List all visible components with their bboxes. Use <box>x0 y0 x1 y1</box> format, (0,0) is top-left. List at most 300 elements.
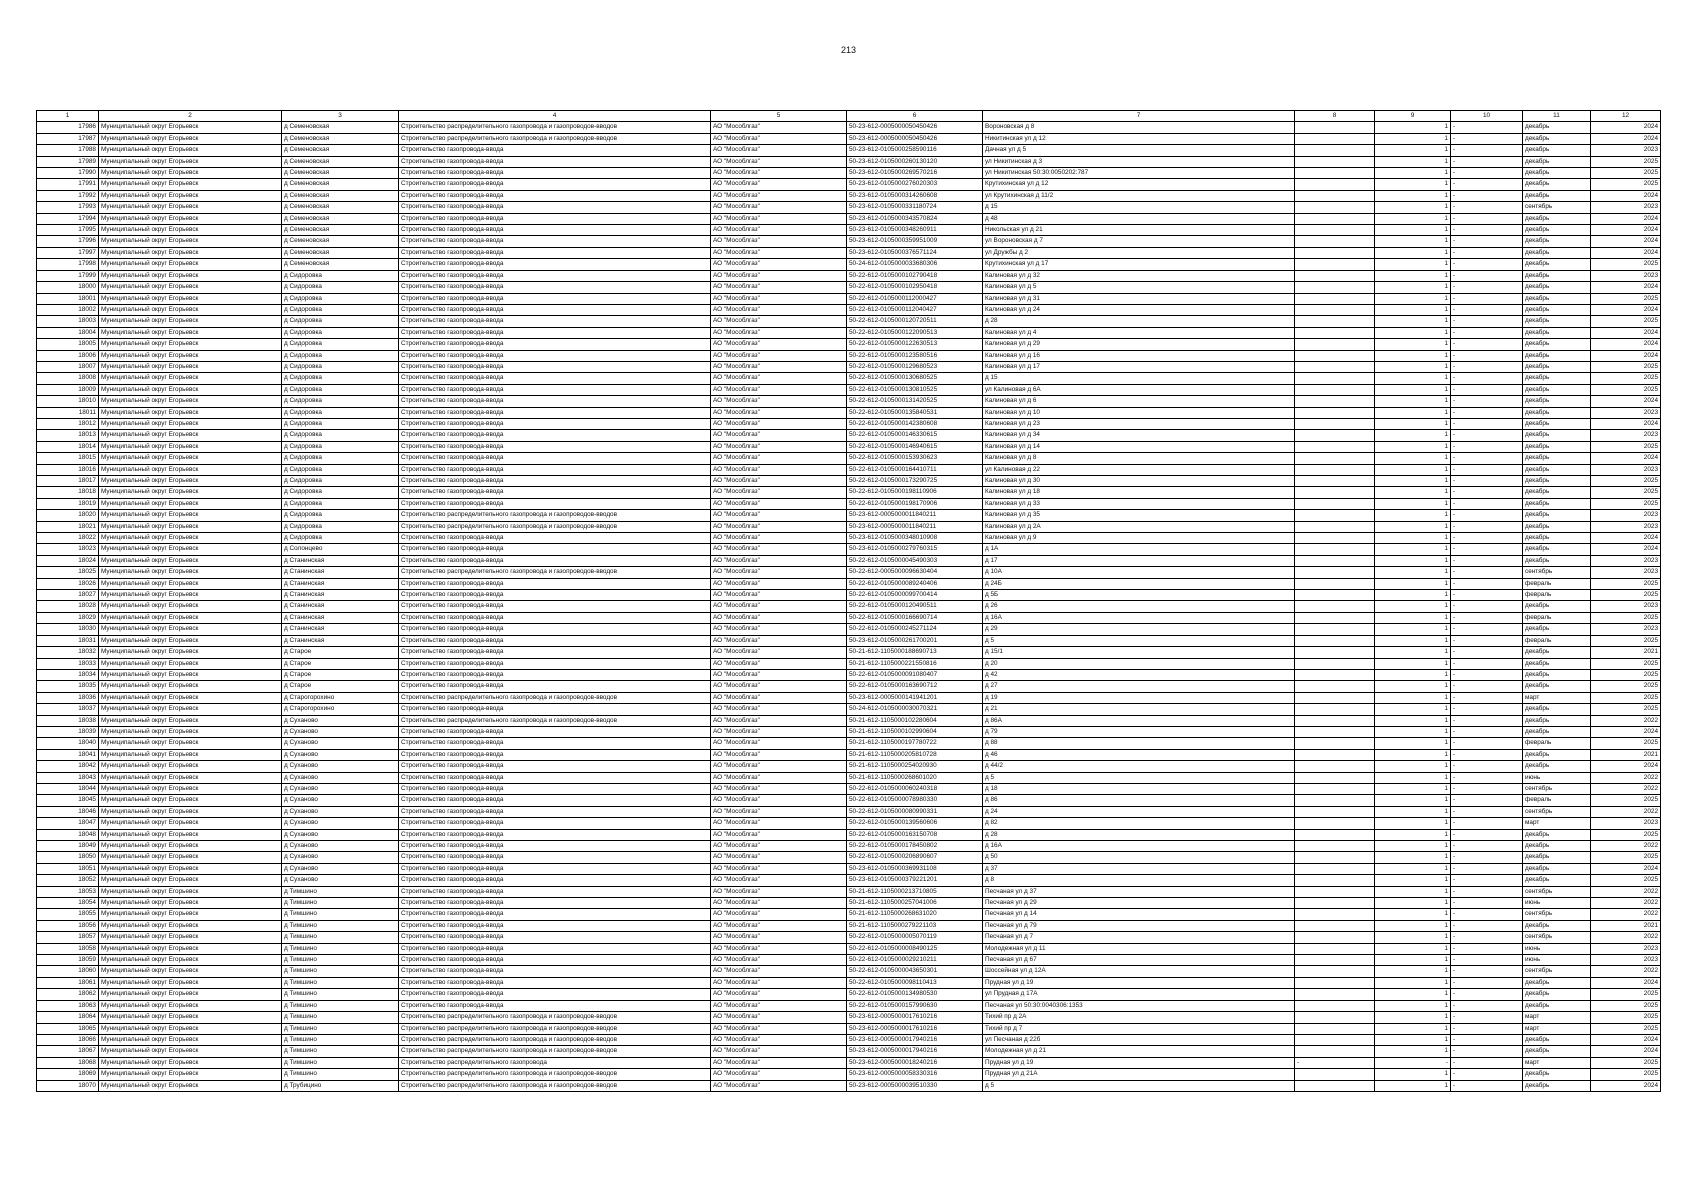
table-cell: 18060 <box>37 966 99 977</box>
column-header: 10 <box>1451 111 1523 122</box>
table-cell: 18043 <box>37 772 99 783</box>
table-cell: Калиновая ул д 24 <box>983 304 1295 315</box>
table-cell: - <box>1451 270 1523 281</box>
table-cell: декабрь <box>1523 920 1591 931</box>
table-cell: март <box>1523 1057 1591 1068</box>
table-cell: 2024 <box>1591 1080 1661 1091</box>
table-cell: декабрь <box>1523 453 1591 464</box>
table-cell: 1 <box>1375 259 1451 270</box>
table-cell: д Станинская <box>282 567 399 578</box>
table-cell <box>1295 282 1375 293</box>
table-cell <box>1295 544 1375 555</box>
table-cell: Калиновая ул д 10 <box>983 407 1295 418</box>
table-cell: декабрь <box>1523 213 1591 224</box>
table-row <box>37 259 1661 270</box>
table-cell: Строительство газопровода-ввода <box>399 909 711 920</box>
table-cell: - <box>1451 544 1523 555</box>
table-cell: 2025 <box>1591 373 1661 384</box>
table-cell: 1 <box>1375 361 1451 372</box>
table-row <box>37 122 1661 133</box>
table-row <box>37 498 1661 509</box>
table-row <box>37 841 1661 852</box>
table-cell: 2023 <box>1591 955 1661 966</box>
table-cell: д Тимшино <box>282 1023 399 1034</box>
table-cell: сентябрь <box>1523 567 1591 578</box>
table-cell: 50-22-612-0105000131420525 <box>847 396 983 407</box>
table-cell: 18048 <box>37 829 99 840</box>
table-cell: 2024 <box>1591 339 1661 350</box>
table-cell: декабрь <box>1523 852 1591 863</box>
table-cell: 2023 <box>1591 567 1661 578</box>
table-cell: д Суханово <box>282 715 399 726</box>
table-cell: д 15 <box>983 202 1295 213</box>
table-cell: - <box>1451 259 1523 270</box>
table-cell: Муниципальный округ Егорьевск <box>99 943 282 954</box>
table-cell: - <box>1451 339 1523 350</box>
table-cell: Строительство газопровода-ввода <box>399 875 711 886</box>
table-cell: АО "Мособлгаз" <box>711 350 847 361</box>
table-cell: Муниципальный округ Егорьевск <box>99 647 282 658</box>
table-cell: июнь <box>1523 772 1591 783</box>
table-cell: 2025 <box>1591 384 1661 395</box>
table-cell: Строительство газопровода-ввода <box>399 304 711 315</box>
table-row <box>37 590 1661 601</box>
table-cell: АО "Мособлгаз" <box>711 841 847 852</box>
table-cell: - <box>1451 590 1523 601</box>
table-cell: Муниципальный округ Егорьевск <box>99 350 282 361</box>
table-cell: декабрь <box>1523 145 1591 156</box>
column-header: 1 <box>37 111 99 122</box>
table-cell: Калиновая ул д 30 <box>983 476 1295 487</box>
table-cell: февраль <box>1523 578 1591 589</box>
table-cell: декабрь <box>1523 669 1591 680</box>
table-cell: АО "Мособлгаз" <box>711 179 847 190</box>
table-cell: декабрь <box>1523 293 1591 304</box>
table-cell: 50-22-612-0105000164410711 <box>847 464 983 475</box>
table-row <box>37 213 1661 224</box>
column-header: 5 <box>711 111 847 122</box>
table-cell: Строительство газопровода-ввода <box>399 236 711 247</box>
table-cell: Строительство газопровода-ввода <box>399 441 711 452</box>
table-cell: - <box>1451 407 1523 418</box>
table-cell: - <box>1451 441 1523 452</box>
table-cell: 50-21-612-1105000102990604 <box>847 726 983 737</box>
table-cell: 18034 <box>37 669 99 680</box>
table-cell: - <box>1451 863 1523 874</box>
table-cell: АО "Мособлгаз" <box>711 1057 847 1068</box>
table-row <box>37 361 1661 372</box>
table-cell: 2025 <box>1591 681 1661 692</box>
table-cell: д Сидоровка <box>282 270 399 281</box>
table-cell: Муниципальный округ Егорьевск <box>99 1069 282 1080</box>
table-cell: сентябрь <box>1523 806 1591 817</box>
table-cell: Строительство газопровода-ввода <box>399 681 711 692</box>
table-cell: 18005 <box>37 339 99 350</box>
table-cell: д Семеновская <box>282 225 399 236</box>
table-cell: 1 <box>1375 863 1451 874</box>
table-cell: д Старое <box>282 669 399 680</box>
table-cell: 50-22-612-0105000129680523 <box>847 361 983 372</box>
table-cell: АО "Мособлгаз" <box>711 293 847 304</box>
table-cell: д Сидоровка <box>282 396 399 407</box>
table-cell: - <box>1451 806 1523 817</box>
table-cell: 2022 <box>1591 886 1661 897</box>
table-cell: д Станинская <box>282 624 399 635</box>
table-cell: 1 <box>1375 943 1451 954</box>
table-cell: д 5 <box>983 1080 1295 1091</box>
table-cell: Тихий пр д 2А <box>983 1012 1295 1023</box>
table-cell: декабрь <box>1523 361 1591 372</box>
table-cell: 2023 <box>1591 601 1661 612</box>
table-cell: 50-22-612-0105000142380608 <box>847 418 983 429</box>
table-cell: 2021 <box>1591 647 1661 658</box>
table-cell: Калиновая ул д 6 <box>983 396 1295 407</box>
table-cell: АО "Мособлгаз" <box>711 669 847 680</box>
table-cell: 18026 <box>37 578 99 589</box>
table-cell: д Станинская <box>282 578 399 589</box>
table-cell: Муниципальный округ Егорьевск <box>99 612 282 623</box>
table-cell: 1 <box>1375 715 1451 726</box>
table-cell: ул Песчаная д 22б <box>983 1034 1295 1045</box>
table-row <box>37 384 1661 395</box>
table-cell: Строительство газопровода-ввода <box>399 247 711 258</box>
table-cell: Муниципальный округ Егорьевск <box>99 590 282 601</box>
table-cell: д Сидоровка <box>282 361 399 372</box>
table-cell: д Станинская <box>282 612 399 623</box>
table-cell: д Сидоровка <box>282 453 399 464</box>
table-cell: декабрь <box>1523 316 1591 327</box>
table-cell: 50-21-612-1105000213710805 <box>847 886 983 897</box>
table-cell: - <box>1451 293 1523 304</box>
table-cell <box>1295 476 1375 487</box>
table-cell: декабрь <box>1523 487 1591 498</box>
table-cell: Строительство газопровода-ввода <box>399 841 711 852</box>
table-cell: АО "Мособлгаз" <box>711 384 847 395</box>
table-cell: ул Дружбы д 2 <box>983 247 1295 258</box>
table-cell: Муниципальный округ Егорьевск <box>99 304 282 315</box>
table-cell: АО "Мособлгаз" <box>711 863 847 874</box>
table-cell: 1 <box>1375 681 1451 692</box>
table-cell: АО "Мособлгаз" <box>711 829 847 840</box>
table-cell <box>1295 749 1375 760</box>
table-cell: АО "Мособлгаз" <box>711 373 847 384</box>
table-cell <box>1295 966 1375 977</box>
table-cell: Муниципальный округ Егорьевск <box>99 202 282 213</box>
table-cell: 50-22-612-0105000157990630 <box>847 1000 983 1011</box>
table-cell: Строительство газопровода-ввода <box>399 361 711 372</box>
table-cell: 50-22-612-0105000206890607 <box>847 852 983 863</box>
table-cell: д Сидоровка <box>282 533 399 544</box>
table-cell: д Тимшино <box>282 1000 399 1011</box>
table-cell: АО "Мособлгаз" <box>711 282 847 293</box>
table-row <box>37 1046 1661 1057</box>
table-cell: 18013 <box>37 430 99 441</box>
table-cell: Прудная ул д 19 <box>983 1057 1295 1068</box>
table-cell: - <box>1451 247 1523 258</box>
table-cell: Крутихинская ул д 12 <box>983 179 1295 190</box>
table-row <box>37 190 1661 201</box>
table-cell: Калиновая ул д 29 <box>983 339 1295 350</box>
column-header: 4 <box>399 111 711 122</box>
table-row <box>37 635 1661 646</box>
table-cell: д Тимшино <box>282 1057 399 1068</box>
table-cell: 2022 <box>1591 715 1661 726</box>
table-cell: 18063 <box>37 1000 99 1011</box>
table-cell: 50-22-612-0105000135840531 <box>847 407 983 418</box>
table-cell: - <box>1451 761 1523 772</box>
table-cell: Калиновая ул д 33 <box>983 498 1295 509</box>
table-cell: Строительство газопровода-ввода <box>399 772 711 783</box>
table-cell: 50-22-612-0105000123580516 <box>847 350 983 361</box>
table-cell: 1 <box>1375 647 1451 658</box>
table-cell: Строительство газопровода-ввода <box>399 430 711 441</box>
table-cell: 50-23-612-0105000276020303 <box>847 179 983 190</box>
table-row <box>37 977 1661 988</box>
table-cell: 18061 <box>37 977 99 988</box>
table-cell: д Тимшино <box>282 1069 399 1080</box>
table-cell: Муниципальный округ Егорьевск <box>99 875 282 886</box>
table-cell: декабрь <box>1523 658 1591 669</box>
table-cell: д Сидоровка <box>282 373 399 384</box>
table-cell: д 17 <box>983 555 1295 566</box>
table-cell: 17989 <box>37 156 99 167</box>
table-cell: Муниципальный округ Егорьевск <box>99 669 282 680</box>
table-cell: д Тимшино <box>282 932 399 943</box>
table-cell: Песчаная ул д 7 <box>983 932 1295 943</box>
table-cell: декабрь <box>1523 1000 1591 1011</box>
table-cell <box>1295 726 1375 737</box>
table-cell <box>1295 943 1375 954</box>
table-cell: д 24 <box>983 806 1295 817</box>
table-row <box>37 521 1661 532</box>
table-cell: 18024 <box>37 555 99 566</box>
table-row <box>37 932 1661 943</box>
table-cell: д Станинская <box>282 590 399 601</box>
table-cell: Муниципальный округ Егорьевск <box>99 418 282 429</box>
table-cell: 2023 <box>1591 510 1661 521</box>
table-cell: декабрь <box>1523 989 1591 1000</box>
table-cell: Муниципальный округ Егорьевск <box>99 955 282 966</box>
table-cell: Муниципальный округ Егорьевск <box>99 236 282 247</box>
table-cell: 1 <box>1375 544 1451 555</box>
table-cell <box>1295 259 1375 270</box>
table-cell: д 15 <box>983 373 1295 384</box>
table-cell: Строительство распределительного газопровода и газопроводов-вводов <box>399 521 711 532</box>
table-cell: 50-22-612-0105000139560606 <box>847 818 983 829</box>
table-cell: декабрь <box>1523 133 1591 144</box>
table-cell: - <box>1451 772 1523 783</box>
table-cell: 18044 <box>37 783 99 794</box>
table-cell: д Трубицино <box>282 1080 399 1091</box>
table-cell: декабрь <box>1523 863 1591 874</box>
table-row <box>37 852 1661 863</box>
table-cell: д 29 <box>983 624 1295 635</box>
table-cell: Строительство газопровода-ввода <box>399 989 711 1000</box>
table-cell: Муниципальный округ Егорьевск <box>99 293 282 304</box>
table-cell: 1 <box>1375 601 1451 612</box>
table-cell: 50-22-612-0105000091080407 <box>847 669 983 680</box>
table-cell: д Тимшино <box>282 955 399 966</box>
table-cell: Строительство газопровода-ввода <box>399 544 711 555</box>
table-cell: д Сидоровка <box>282 350 399 361</box>
table-cell: Муниципальный округ Егорьевск <box>99 476 282 487</box>
table-cell: 2025 <box>1591 487 1661 498</box>
table-cell: - <box>1451 533 1523 544</box>
table-cell: Муниципальный округ Егорьевск <box>99 715 282 726</box>
table-cell: АО "Мособлгаз" <box>711 704 847 715</box>
table-cell: 18021 <box>37 521 99 532</box>
table-cell: - <box>1451 795 1523 806</box>
table-cell: Муниципальный округ Егорьевск <box>99 1023 282 1034</box>
table-cell: Строительство газопровода-ввода <box>399 498 711 509</box>
table-row <box>37 829 1661 840</box>
page-number: 213 <box>840 45 857 55</box>
table-cell: - <box>1451 886 1523 897</box>
table-cell: АО "Мособлгаз" <box>711 464 847 475</box>
table-cell: д Сидоровка <box>282 293 399 304</box>
table-cell: Строительство газопровода-ввода <box>399 601 711 612</box>
table-cell: Строительство газопровода-ввода <box>399 476 711 487</box>
table-cell: Строительство газопровода-ввода <box>399 590 711 601</box>
table-cell: - <box>1375 1057 1451 1068</box>
table-cell: 50-22-612-0105000043650301 <box>847 966 983 977</box>
table-cell: - <box>1451 909 1523 920</box>
table-cell <box>1295 829 1375 840</box>
table-row <box>37 875 1661 886</box>
table-cell: Строительство газопровода-ввода <box>399 259 711 270</box>
table-cell: 1 <box>1375 133 1451 144</box>
table-cell: АО "Мособлгаз" <box>711 487 847 498</box>
table-cell: 18006 <box>37 350 99 361</box>
table-cell: 18064 <box>37 1012 99 1023</box>
table-cell: 1 <box>1375 590 1451 601</box>
table-cell: Строительство газопровода-ввода <box>399 350 711 361</box>
table-cell: д Суханово <box>282 761 399 772</box>
table-cell: 1 <box>1375 350 1451 361</box>
table-cell: - <box>1451 316 1523 327</box>
table-cell: сентябрь <box>1523 909 1591 920</box>
table-cell: АО "Мособлгаз" <box>711 453 847 464</box>
table-row <box>37 955 1661 966</box>
table-cell: Муниципальный округ Егорьевск <box>99 601 282 612</box>
table-cell: - <box>1451 1057 1523 1068</box>
table-cell: июнь <box>1523 955 1591 966</box>
table-cell: июнь <box>1523 943 1591 954</box>
table-cell: декабрь <box>1523 1069 1591 1080</box>
data-table <box>36 110 1661 1092</box>
table-cell: 1 <box>1375 190 1451 201</box>
table-cell: 17986 <box>37 122 99 133</box>
table-cell: 50-22-612-0105000178450802 <box>847 841 983 852</box>
table-cell: Строительство газопровода-ввода <box>399 829 711 840</box>
table-cell: д 48 <box>983 213 1295 224</box>
table-cell: Строительство распределительного газопровода и газопроводов-вводов <box>399 1046 711 1057</box>
table-row <box>37 270 1661 281</box>
table-cell: д Солонцево <box>282 544 399 555</box>
table-cell: 2024 <box>1591 133 1661 144</box>
table-cell: 50-22-612-0105000198110906 <box>847 487 983 498</box>
table-cell: Строительство газопровода-ввода <box>399 282 711 293</box>
table-cell: 2025 <box>1591 704 1661 715</box>
table-cell: Муниципальный округ Егорьевск <box>99 567 282 578</box>
table-cell: - <box>1451 1080 1523 1091</box>
table-cell <box>1295 715 1375 726</box>
table-cell: д Суханово <box>282 852 399 863</box>
table-cell: 1 <box>1375 955 1451 966</box>
table-cell: Муниципальный округ Егорьевск <box>99 156 282 167</box>
table-cell <box>1295 384 1375 395</box>
table-cell: Строительство распределительного газопровода и газопроводов-вводов <box>399 567 711 578</box>
table-cell: 2022 <box>1591 772 1661 783</box>
table-cell: Муниципальный округ Егорьевск <box>99 1046 282 1057</box>
table-row <box>37 761 1661 772</box>
table-cell: Калиновая ул д 35 <box>983 510 1295 521</box>
table-cell: 1 <box>1375 749 1451 760</box>
table-cell: 2025 <box>1591 316 1661 327</box>
table-cell: Муниципальный округ Егорьевск <box>99 658 282 669</box>
table-cell: ул Никитинская д 3 <box>983 156 1295 167</box>
table-cell: АО "Мособлгаз" <box>711 396 847 407</box>
table-cell: Муниципальный округ Егорьевск <box>99 1034 282 1045</box>
table-cell: 2023 <box>1591 521 1661 532</box>
table-cell: АО "Мособлгаз" <box>711 749 847 760</box>
table-cell <box>1295 795 1375 806</box>
table-cell: 50-21-612-1105000254020930 <box>847 761 983 772</box>
table-cell: 2022 <box>1591 841 1661 852</box>
table-cell: д 50 <box>983 852 1295 863</box>
table-cell: 18030 <box>37 624 99 635</box>
table-cell: 2025 <box>1591 590 1661 601</box>
table-cell: 2024 <box>1591 726 1661 737</box>
table-cell: декабрь <box>1523 749 1591 760</box>
table-cell <box>1295 521 1375 532</box>
table-cell: декабрь <box>1523 624 1591 635</box>
table-cell: Дачная ул д 5 <box>983 145 1295 156</box>
table-cell: - <box>1451 236 1523 247</box>
table-cell: - <box>1451 213 1523 224</box>
table-cell: 50-22-612-0105000060240318 <box>847 783 983 794</box>
table-cell: - <box>1451 1000 1523 1011</box>
table-cell: декабрь <box>1523 270 1591 281</box>
table-cell: д Суханово <box>282 726 399 737</box>
table-cell: - <box>1451 464 1523 475</box>
table-cell: Строительство газопровода-ввода <box>399 190 711 201</box>
table-cell: Строительство газопровода-ввода <box>399 407 711 418</box>
table-cell: Калиновая ул д 17 <box>983 361 1295 372</box>
table-cell: 18069 <box>37 1069 99 1080</box>
table-cell: - <box>1451 818 1523 829</box>
table-cell: д Станинская <box>282 635 399 646</box>
table-cell: 18040 <box>37 738 99 749</box>
table-cell <box>1295 692 1375 703</box>
table-cell: д Семеновская <box>282 156 399 167</box>
table-cell <box>1295 555 1375 566</box>
table-cell: Никольская ул д 21 <box>983 225 1295 236</box>
table-row <box>37 316 1661 327</box>
table-cell: Муниципальный округ Егорьевск <box>99 407 282 418</box>
table-cell <box>1295 806 1375 817</box>
table-cell: д 26 <box>983 601 1295 612</box>
table-cell: декабрь <box>1523 829 1591 840</box>
table-cell: 18004 <box>37 327 99 338</box>
table-cell: 50-23-612-0105000376571124 <box>847 247 983 258</box>
table-cell: 1 <box>1375 396 1451 407</box>
table-cell: АО "Мособлгаз" <box>711 852 847 863</box>
table-cell: АО "Мособлгаз" <box>711 510 847 521</box>
table-cell: 50-23-612-0105000279760315 <box>847 544 983 555</box>
table-cell: 2024 <box>1591 396 1661 407</box>
table-cell: 1 <box>1375 761 1451 772</box>
